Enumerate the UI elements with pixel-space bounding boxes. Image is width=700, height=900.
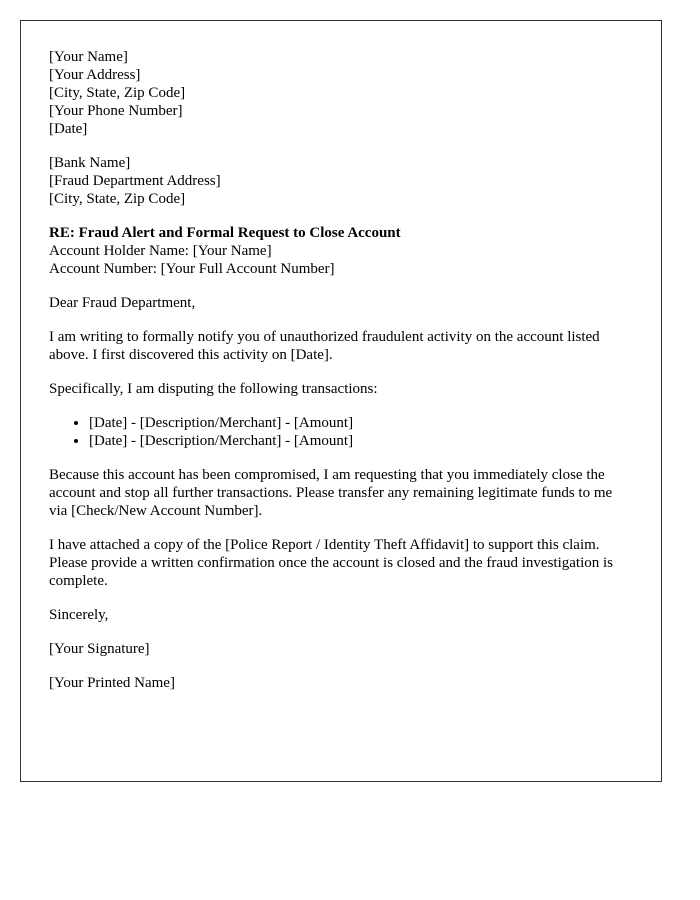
paragraph-notification: I am writing to formally notify you of unauthorized fraudulent activity on the account listed above. I first discovered this activity on [Date]. xyxy=(49,329,600,363)
transaction-item: • [Date] - [Description/Merchant] - [Amount] xyxy=(89,432,633,450)
sender-name: [Your Name] xyxy=(49,49,128,65)
fraud-dept-address: [Fraud Department Address] xyxy=(49,173,221,189)
account-holder: Account Holder Name: [Your Name] xyxy=(49,243,272,259)
account-number: Account Number: [Your Full Account Number] xyxy=(49,261,335,277)
letter-date: [Date] xyxy=(49,121,88,137)
sender-city: [City, State, Zip Code] xyxy=(49,85,186,101)
printed-name: [Your Printed Name] xyxy=(49,675,175,691)
bank-name: [Bank Name] xyxy=(49,155,131,171)
sender-phone: [Your Phone Number] xyxy=(49,103,183,119)
subject-block xyxy=(49,224,633,278)
sender-address-line: [Your Address] xyxy=(49,67,141,83)
recipient-address xyxy=(49,154,633,208)
paragraph-close-request: Because this account has been compromised, I am requesting that you immediately close the account and stop all further transactions. Please transfer any remaining legitimate funds to me via [Check/New Account Number]. xyxy=(49,467,613,519)
sender-address xyxy=(49,48,633,138)
signature: [Your Signature] xyxy=(49,641,150,657)
paragraph-attachment: I have attached a copy of the [Police Report / Identity Theft Affidavit] to support this claim. Please provide a written confirmation once the account is closed and the fraud investigation is complete. xyxy=(49,537,613,589)
transaction-list xyxy=(49,414,633,450)
transaction-item: • [Date] - [Description/Merchant] - [Amount] xyxy=(89,414,633,432)
recipient-city: [City, State, Zip Code] xyxy=(49,191,186,207)
closing: Sincerely, xyxy=(49,607,109,623)
subject-line: RE: Fraud Alert and Formal Request to Close Account xyxy=(49,225,401,241)
salutation: Dear Fraud Department, xyxy=(49,295,196,311)
letter-document xyxy=(20,20,662,782)
paragraph-dispute-intro: Specifically, I am disputing the following transactions: xyxy=(49,381,378,397)
